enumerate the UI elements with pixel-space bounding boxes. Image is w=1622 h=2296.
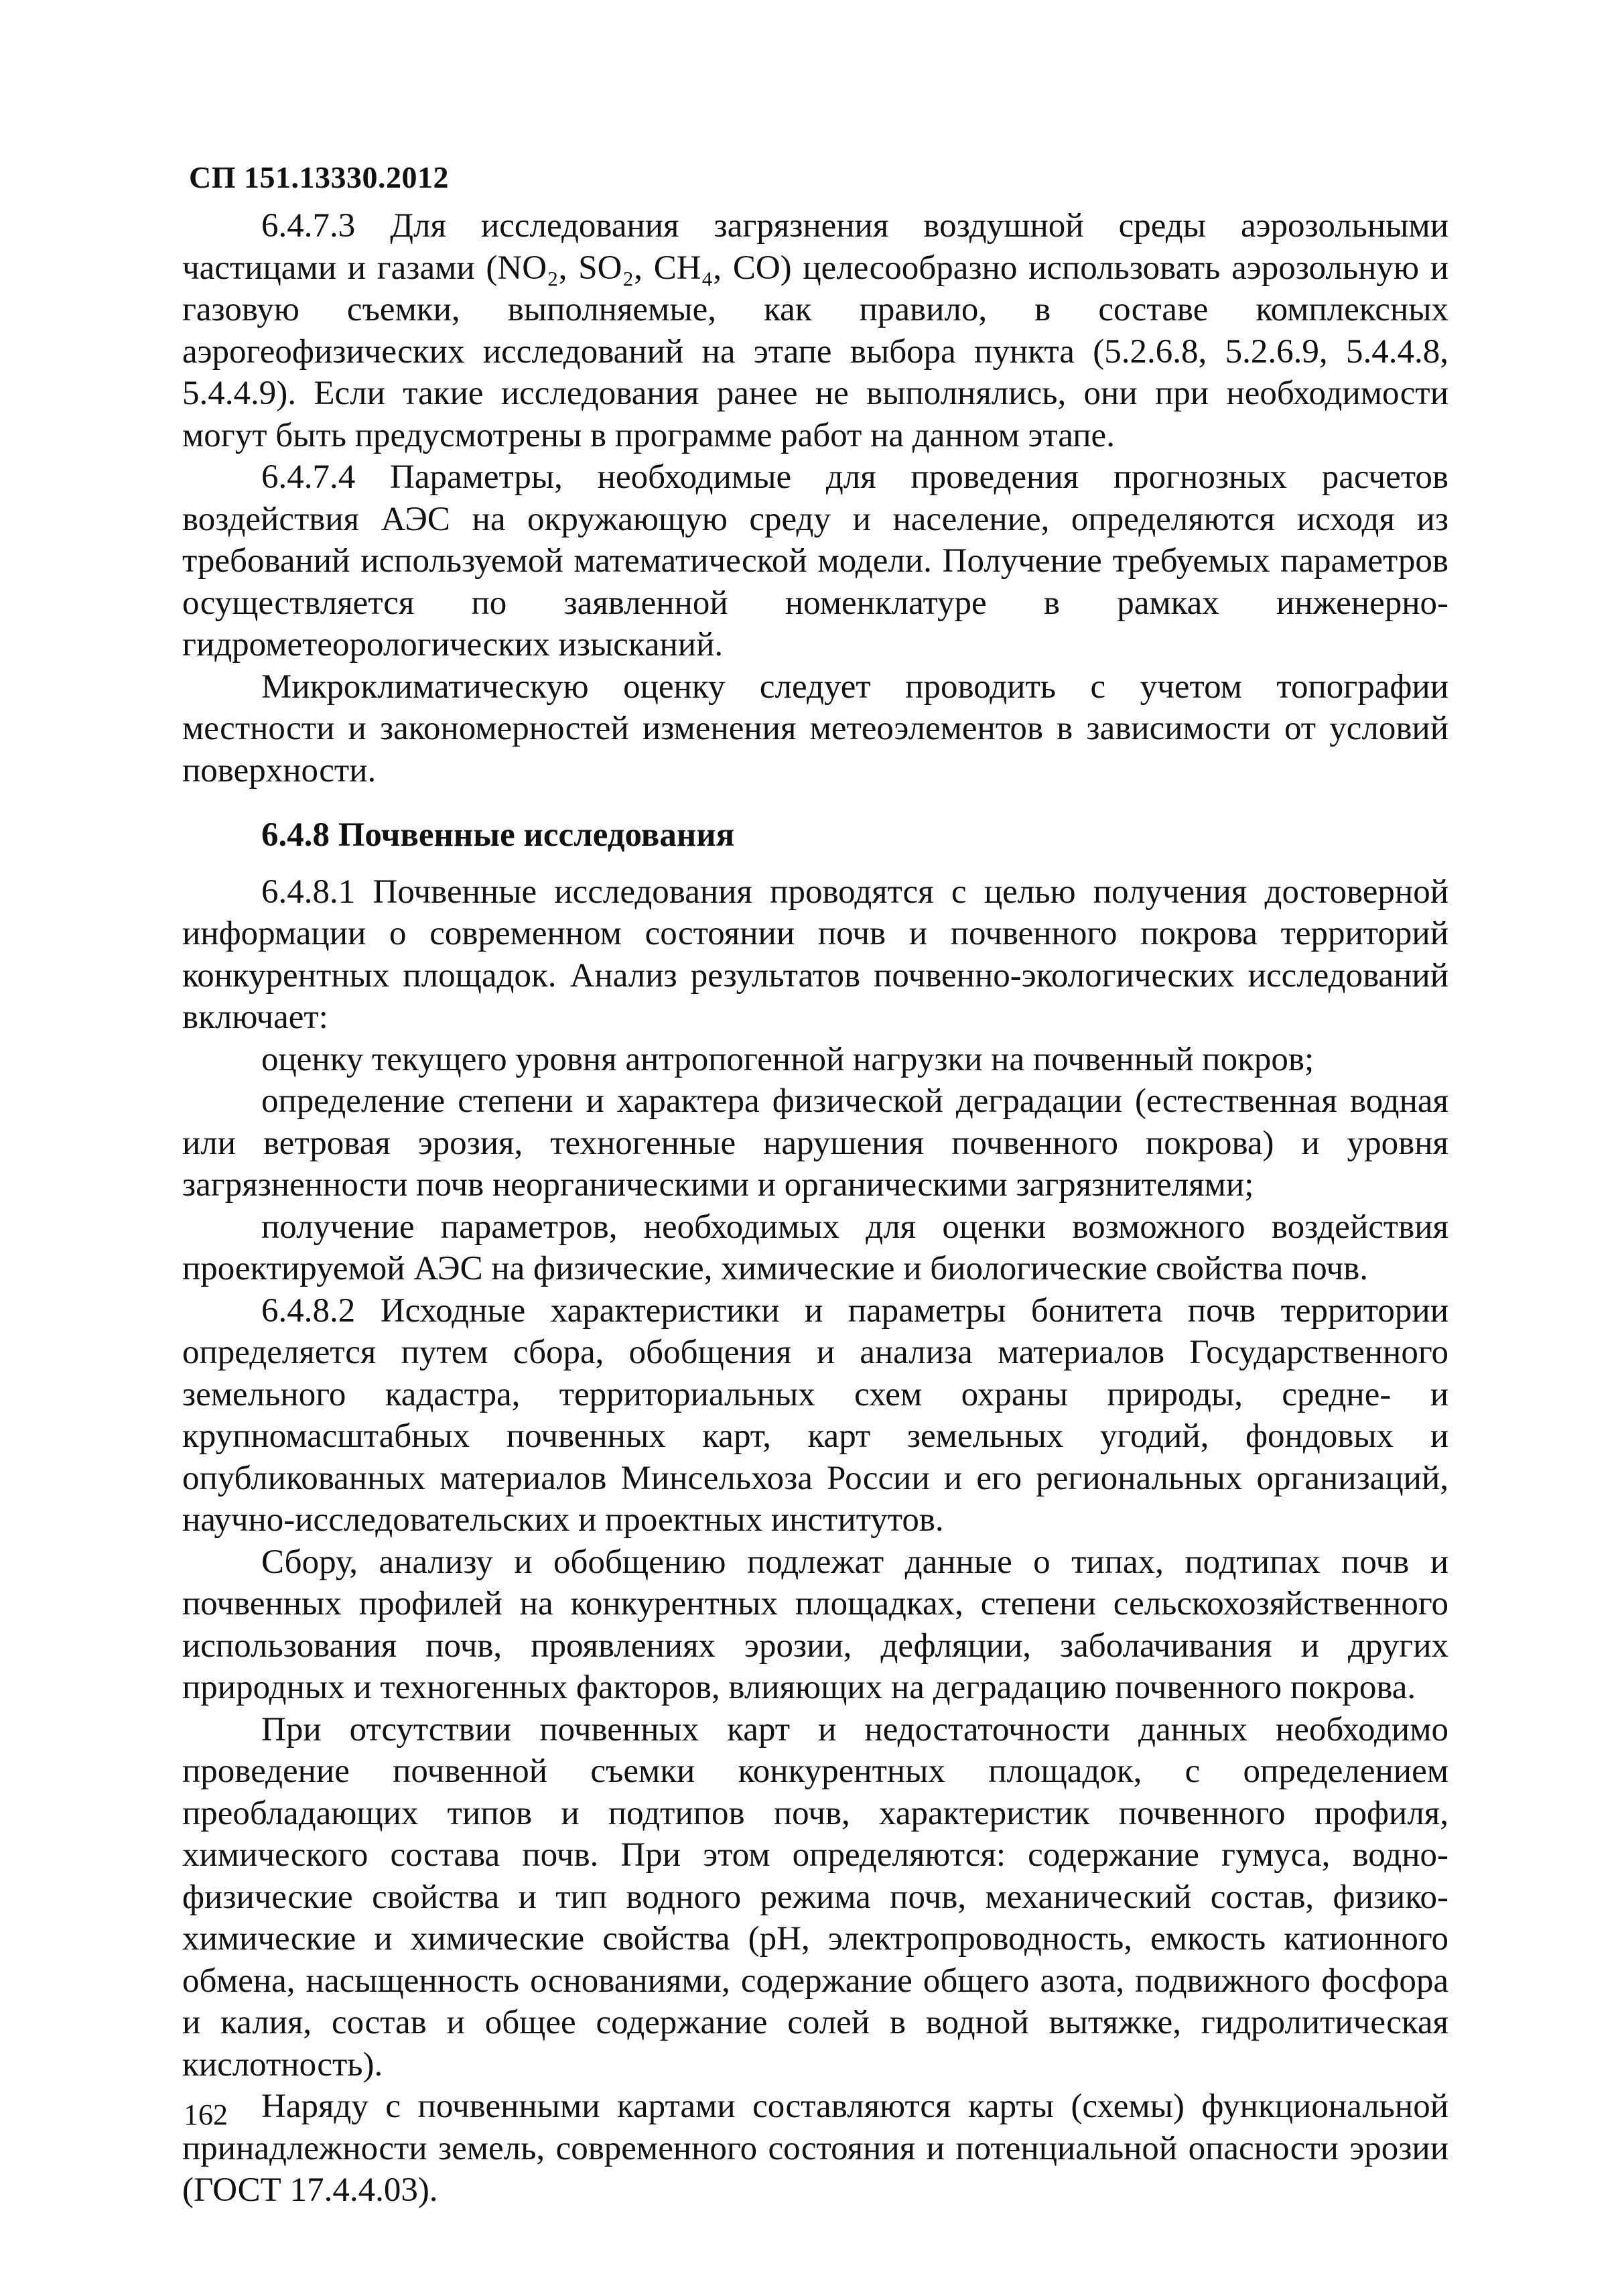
document-body: [182, 205, 1448, 2212]
list-item: определение степени и характера физической деградации (естественная водная или ветровая эрозия, техногенные нарушения почвенного покрова) и уровня загрязненности почв неорганическими и органическими загрязнителями;: [182, 1082, 1448, 1204]
paragraph-microclimate: Микроклиматическую оценку следует проводить с учетом топографии местности и закономерностей изменения метеоэлементов в зависимости от условий поверхности.: [182, 667, 1448, 789]
paragraph-6-4-7-3: 6.4.7.3 Для исследования загрязнения воздушной среды аэрозольными частицами и газами (NO₂, SO₂, CH₄, CO) целесообразно использовать аэрозольную и газовую съемки, выполняемые, как правило, в составе комплексных аэрогеофизических исследований на этапе выбора пункта (5.2.6.8, 5.2.6.9, 5.4.4.8, 5.4.4.9). Если такие исследования ранее не выполнялись, они при необходимости могут быть предусмотрены в программе работ на данном этапе.: [182, 207, 1448, 454]
paragraph-6-4-8-2: 6.4.8.2 Исходные характеристики и параметры бонитета почв территории определяется путем сбора, обобщения и анализа материалов Государственного земельного кадастра, территориальных схем охраны природы, средне- и крупномасштабных почвенных карт, карт земельных угодий, фондовых и опубликованных материалов Минсельхоза России и его региональных организаций, научно-исследовательских и проектных институтов.: [182, 1291, 1448, 1539]
paragraph-6-4-7-4: 6.4.7.4 Параметры, необходимые для проведения прогнозных расчетов воздействия АЭС на окружающую среду и население, определяются исходя из требований используемой математической модели. Получение требуемых параметров осуществляется по заявленной номенклатуре в рамках инженерно-гидрометеорологических изысканий.: [182, 458, 1448, 663]
paragraph-maps: Наряду с почвенными картами составляются карты (схемы) функциональной принадлежности земель, современного состояния и потенциальной опасности эрозии (ГОСТ 17.4.4.03).: [182, 2088, 1448, 2209]
list-item: получение параметров, необходимых для оценки возможного воздействия проектируемой АЭС на физические, химические и биологические свойства почв.: [182, 1208, 1448, 1287]
paragraph-6-4-8-1: 6.4.8.1 Почвенные исследования проводятся с целью получения достоверной информации о современном состоянии почв и почвенного покрова территорий конкурентных площадок. Анализ результатов почвенно-экологических исследований включает:: [182, 873, 1448, 1036]
paragraph-absence: При отсутствии почвенных карт и недостаточности данных необходимо проведение почвенной съемки конкурентных площадок, с определением преобладающих типов и подтипов почв, характеристик почвенного профиля, химического состава почв. При этом определяются: содержание гумуса, водно-физические свойства и тип водного режима почв, механический состав, физико-химические и химические свойства (pH, электропроводность, емкость катионного обмена, насыщенность основаниями, содержание общего азота, подвижного фосфора и калия, состав и общее содержание солей в водной вытяжке, гидролитическая кислотность).: [182, 1710, 1448, 2084]
section-title-6-4-8: 6.4.8 Почвенные исследования: [261, 816, 735, 854]
paragraph-collection: Сбору, анализу и обобщению подлежат данные о типах, подтипах почв и почвенных профилей на конкурентных площадках, степени сельскохозяйственного использования почв, проявлениях эрозии, дефляции, заболачивания и других природных и техногенных факторов, влияющих на деградацию почвенного покрова.: [182, 1543, 1448, 1706]
document-header: СП 151.13330.2012: [189, 160, 449, 194]
page-number: 162: [184, 2098, 228, 2131]
list-item: оценку текущего уровня антропогенной нагрузки на почвенный покров;: [261, 1040, 1314, 1078]
